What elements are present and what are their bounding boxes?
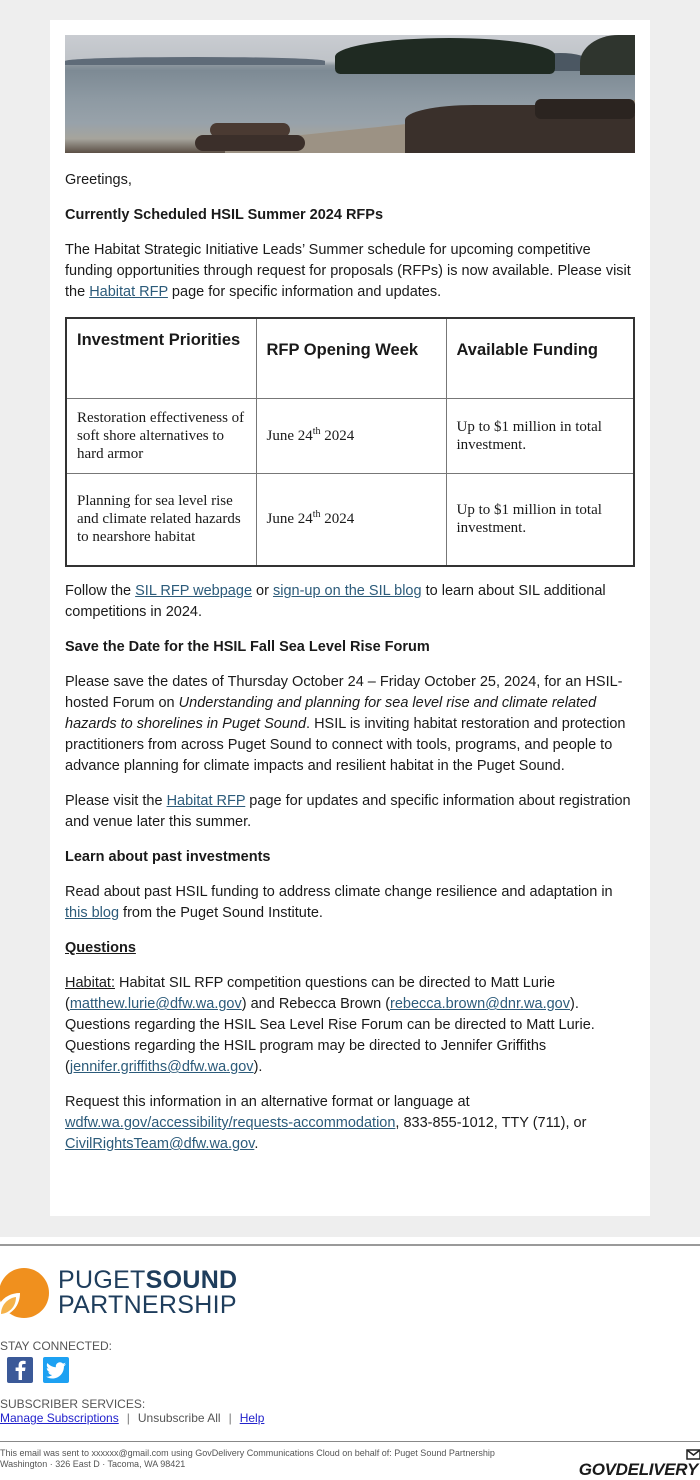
sil-rfp-webpage-link[interactable]: SIL RFP webpage	[135, 583, 253, 599]
accessibility-link[interactable]: wdfw.wa.gov/accessibility/requests-accommodation	[65, 1115, 396, 1131]
forum-paragraph: Please save the dates of Thursday October 24 – Friday October 25, 2024, for an HSIL-hosted Forum on Understanding and planning for sea level rise and climate related hazards to shorelines in Puget Sound. HSIL is inviting habitat restoration and protection practitioners from across Puget Sound to connect with tools, programs, and people to advance planning for climate impacts and resilient habitat in the Puget Sound.	[65, 674, 626, 774]
email-card	[50, 20, 650, 1216]
puget-sound-partnership-logo[interactable]	[0, 1267, 700, 1319]
govdelivery-logo[interactable]: GOVDELIVERY	[579, 1448, 698, 1480]
forum-visit-paragraph: Please visit the Habitat RFP page for updates and specific information about registration and venue later this summer.	[65, 793, 631, 830]
cell-opening-week: June 24th 2024	[256, 398, 446, 473]
follow-paragraph: Follow the SIL RFP webpage or sign-up on the SIL blog to learn about SIL additional competitions in 2024.	[65, 583, 606, 620]
email-link-rebecca[interactable]: rebecca.brown@dnr.wa.gov	[390, 996, 570, 1012]
email-link-matt[interactable]: matthew.lurie@dfw.wa.gov	[69, 996, 242, 1012]
col-header-priorities: Investment Priorities	[66, 318, 256, 398]
sil-blog-signup-link[interactable]: sign-up on the SIL blog	[272, 583, 422, 599]
cell-priority: Planning for sea level rise and climate related hazards to nearshore habitat	[66, 473, 256, 566]
hero-image	[65, 35, 635, 153]
manage-subscriptions-link[interactable]: Manage Subscriptions	[0, 1411, 119, 1425]
logo-wordmark: PUGETSOUND PARTNERSHIP	[58, 1266, 238, 1319]
section-heading-forum: Save the Date for the HSIL Fall Sea Level Rise Forum	[65, 639, 430, 655]
cell-funding: Up to $1 million in total investment.	[446, 398, 634, 473]
section-heading-rfps: Currently Scheduled HSIL Summer 2024 RFPs	[65, 207, 384, 223]
rfp-intro: The Habitat Strategic Initiative Leads’ Summer schedule for upcoming competitive funding opportunities through request for proposals (RFPs) is now available. Please visit the Habitat RFP page for specific information and updates.	[65, 242, 631, 300]
help-link[interactable]: Help	[239, 1411, 265, 1425]
table-row	[66, 473, 634, 566]
envelope-icon	[686, 1448, 700, 1461]
bottom-divider	[0, 1441, 700, 1442]
rfp-table	[65, 317, 635, 567]
table-row	[66, 398, 634, 473]
legal-footer	[0, 1448, 700, 1480]
logo-mark-icon	[0, 1267, 50, 1319]
stay-connected-label: STAY CONNECTED:	[0, 1339, 113, 1353]
footer	[0, 1237, 700, 1480]
cell-priority: Restoration effectiveness of soft shore alternatives to hard armor	[66, 398, 256, 473]
table-header-row	[66, 318, 634, 398]
sent-to-notice: This email was sent to xxxxxx@gmail.com using GovDelivery Communications Cloud on behalf of: Puget Sound Partnership Washington · 326 East D · Tacoma, WA 98421	[0, 1448, 495, 1469]
habitat-label: Habitat:	[65, 975, 115, 991]
accessibility-paragraph: Request this information in an alternative format or language at wdfw.wa.gov/accessibility/requests-accommodation, 833-855-1012, TTY (711), or CivilRightsTeam@dfw.wa.gov.	[65, 1094, 587, 1152]
col-header-funding: Available Funding	[446, 318, 634, 398]
cell-funding: Up to $1 million in total investment.	[446, 473, 634, 566]
col-header-opening-week: RFP Opening Week	[256, 318, 446, 398]
subscriber-services-label: SUBSCRIBER SERVICES:	[0, 1397, 146, 1411]
past-investments-paragraph: Read about past HSIL funding to address climate change resilience and adaptation in this blog from the Puget Sound Institute.	[65, 884, 613, 921]
facebook-icon[interactable]	[7, 1357, 33, 1383]
section-heading-past-investments: Learn about past investments	[65, 849, 271, 865]
greeting: Greetings,	[65, 172, 132, 188]
cell-opening-week: June 24th 2024	[256, 473, 446, 566]
unsubscribe-all-link[interactable]: Unsubscribe All	[137, 1411, 221, 1425]
civil-rights-email-link[interactable]: CivilRightsTeam@dfw.wa.gov	[65, 1136, 255, 1152]
this-blog-link[interactable]: this blog	[65, 905, 120, 921]
questions-paragraph: Habitat: Habitat SIL RFP competition questions can be directed to Matt Lurie (matthew.lurie@dfw.wa.gov) and Rebecca Brown (rebecca.brown@dnr.wa.gov). Questions regarding the HSIL Sea Level Rise Forum can be directed to Matt Lurie. Questions regarding the HSIL program may be directed to Jennifer Griffiths (jennifer.griffiths@dfw.wa.gov).	[65, 975, 595, 1075]
social-links	[7, 1357, 700, 1383]
habitat-rfp-link[interactable]: Habitat RFP	[89, 284, 168, 300]
section-heading-questions: Questions	[65, 940, 136, 956]
email-link-jennifer[interactable]: jennifer.griffiths@dfw.wa.gov	[69, 1059, 254, 1075]
twitter-icon[interactable]	[43, 1357, 69, 1383]
subscriber-links: Manage Subscriptions | Unsubscribe All | Help	[0, 1411, 265, 1425]
habitat-rfp-link-2[interactable]: Habitat RFP	[166, 793, 246, 809]
footer-divider	[0, 1244, 700, 1246]
